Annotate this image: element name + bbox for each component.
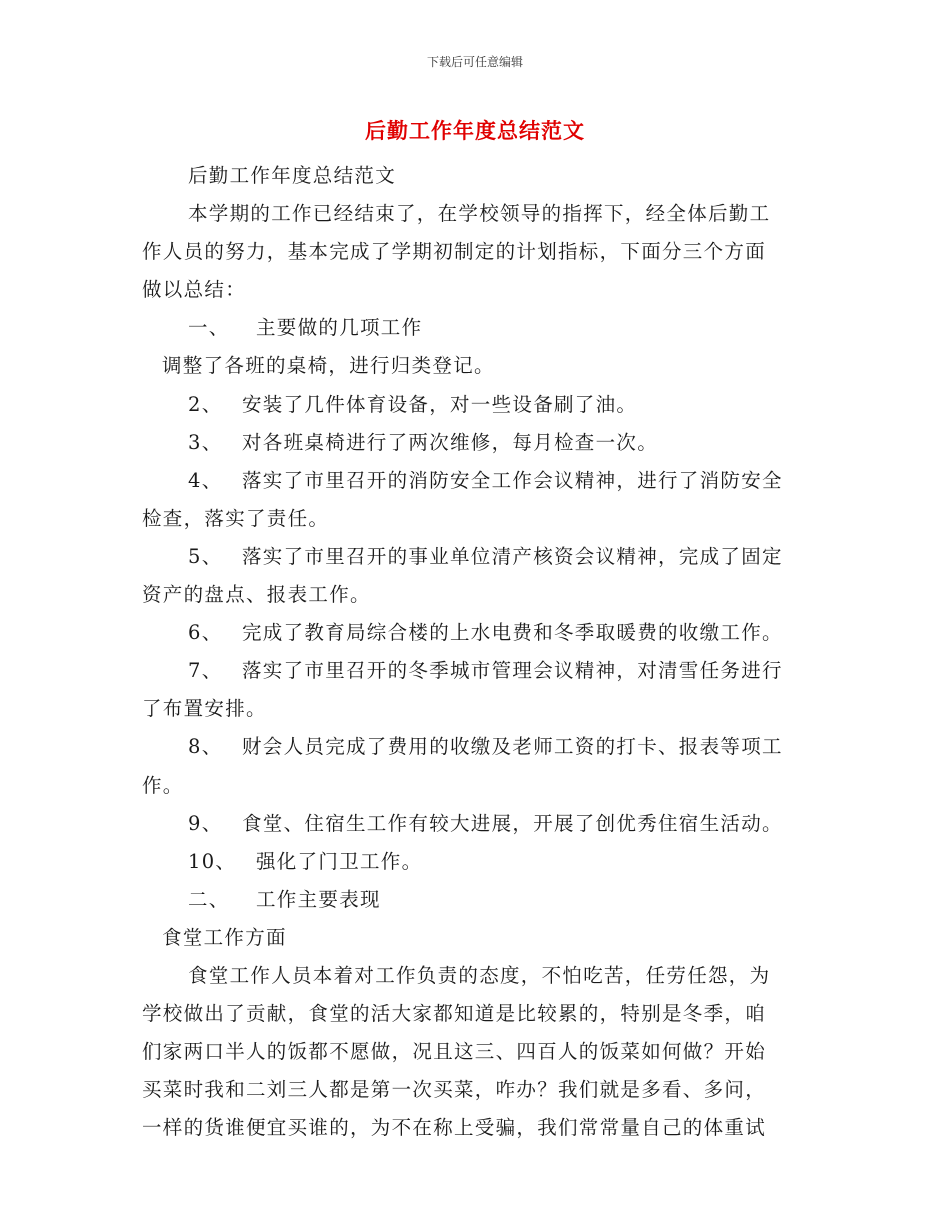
line-text: 食堂、住宿生工作有较大进展，开展了创优秀住宿生活动。	[242, 811, 783, 835]
paragraph-line	[142, 500, 812, 538]
line-text: 作。	[142, 773, 184, 797]
paragraph-line	[142, 309, 812, 347]
line-text: 一样的货谁便宜买谁的，为不在称上受骗，我们常常量自己的体重试	[142, 1116, 767, 1140]
list-number: 2、	[188, 392, 223, 416]
line-text: 财会人员完成了费用的收缴及老师工资的打卡、报表等项工	[242, 735, 783, 759]
line-text: 调整了各班的桌椅，进行归类登记。	[162, 354, 495, 378]
line-text: 们家两口半人的饭都不愿做，况且这三、四百人的饭菜如何做？开始	[142, 1040, 767, 1064]
line-text: 买菜时我和二刘三人都是第一次买菜，咋办？我们就是多看、多问，	[142, 1078, 767, 1102]
paragraph-line	[142, 195, 812, 233]
paragraph-line	[142, 233, 812, 271]
line-text: 落实了市里召开的事业单位清产核资会议精神，完成了固定	[242, 544, 783, 568]
paragraph-line	[142, 690, 812, 728]
line-text: 资产的盘点、报表工作。	[142, 583, 371, 607]
list-number: 10、	[188, 849, 237, 873]
line-text: 工作主要表现	[256, 887, 381, 911]
paragraph-line	[142, 576, 812, 614]
line-text: 食堂工作人员本着对工作负责的态度，不怕吃苦，任劳任怨，为	[188, 963, 771, 987]
line-text: 落实了市里召开的冬季城市管理会议精神，对清雪任务进行	[242, 659, 783, 683]
list-number: 9、	[188, 811, 223, 835]
paragraph-line	[142, 538, 812, 576]
list-number: 7、	[188, 659, 223, 683]
paragraph-line	[142, 462, 812, 500]
list-number: 二、	[188, 887, 230, 911]
paragraph-line	[142, 1033, 812, 1071]
paragraph-line	[142, 767, 812, 805]
paragraph-line	[142, 386, 812, 424]
paragraph-line	[142, 347, 812, 385]
paragraph-line	[142, 271, 812, 309]
page-header: 下载后可任意编辑	[426, 55, 523, 69]
line-text: 食堂工作方面	[162, 925, 287, 949]
paragraph-line	[142, 805, 812, 843]
line-text: 了布置安排。	[142, 697, 267, 721]
line-text: 后勤工作年度总结范文	[188, 164, 397, 187]
list-number: 4、	[188, 468, 223, 492]
line-text: 学校做出了贡献，食堂的活大家都知道是比较累的，特别是冬季，咱	[142, 1002, 767, 1026]
paragraph-line	[142, 614, 812, 652]
list-number: 8、	[188, 735, 223, 759]
line-text: 对各班桌椅进行了两次维修，每月检查一次。	[242, 430, 659, 454]
line-text: 完成了教育局综合楼的上水电费和冬季取暖费的收缴工作。	[242, 621, 783, 645]
paragraph-line	[142, 995, 812, 1033]
paragraph-line	[142, 1071, 812, 1109]
line-text: 落实了市里召开的消防安全工作会议精神，进行了消防安全	[242, 468, 783, 492]
paragraph-line	[142, 424, 812, 462]
line-text: 做以总结：	[142, 278, 247, 302]
line-text: 强化了门卫工作。	[256, 849, 423, 873]
list-number: 一、	[188, 316, 230, 340]
paragraph-line	[142, 843, 812, 881]
paragraph-line	[142, 881, 812, 919]
paragraph-line	[142, 728, 812, 766]
paragraph-line	[142, 157, 812, 195]
paragraph-line	[142, 1109, 812, 1147]
list-number: 3、	[188, 430, 223, 454]
line-text: 本学期的工作已经结束了，在学校领导的指挥下，经全体后勤工	[188, 202, 771, 226]
line-text: 作人员的努力，基本完成了学期初制定的计划指标，下面分三个方面	[142, 240, 767, 264]
paragraph-line	[142, 919, 812, 957]
document-title: 后勤工作年度总结范文	[365, 119, 585, 143]
document-body	[142, 157, 812, 1147]
paragraph-line	[142, 957, 812, 995]
line-text: 主要做的几项工作	[256, 316, 423, 340]
line-text: 安装了几件体育设备，对一些设备刷了油。	[242, 392, 638, 416]
paragraph-line	[142, 652, 812, 690]
line-text: 检查，落实了责任。	[142, 506, 330, 530]
list-number: 5、	[188, 544, 223, 568]
list-number: 6、	[188, 621, 223, 645]
